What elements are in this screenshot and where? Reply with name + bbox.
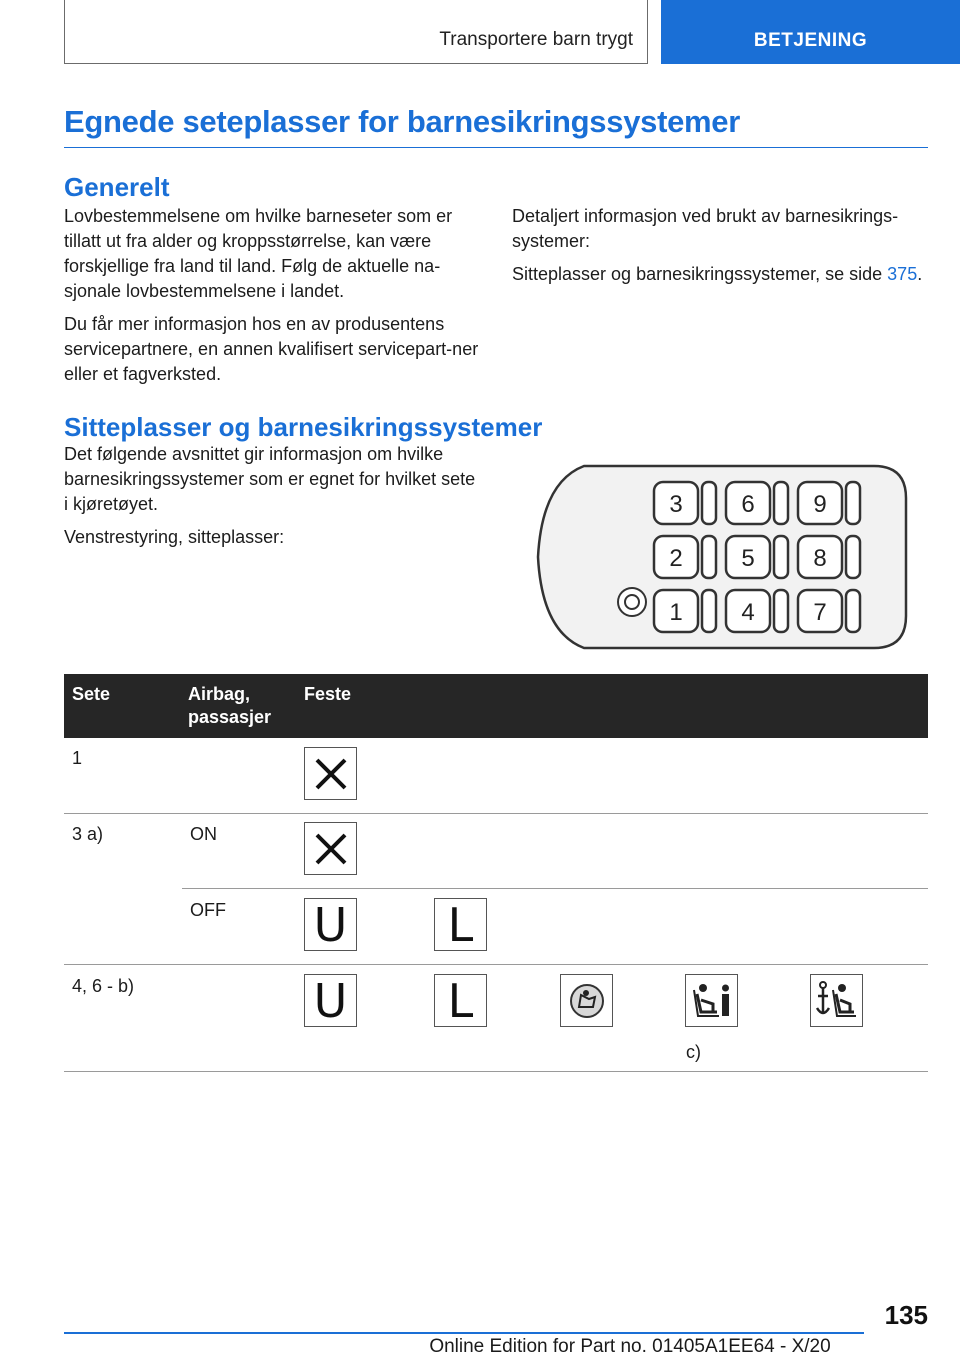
page-link-375[interactable]: 375 xyxy=(887,264,918,284)
row-divider xyxy=(182,888,928,889)
header-airbag: Airbag, passasjer xyxy=(188,684,272,727)
page-number: 135 xyxy=(884,1300,928,1330)
l-icon xyxy=(434,898,487,951)
running-header-chapter xyxy=(661,0,960,64)
row4-seat: 4, 6 - b) xyxy=(72,976,135,996)
row-divider xyxy=(64,964,928,965)
seat-number: 3 xyxy=(669,491,683,518)
section-title: Transportere barn trygt xyxy=(439,29,633,50)
cross-icon xyxy=(304,747,357,800)
u-icon-glyph: U xyxy=(313,973,348,1028)
general-paragraph-3: Detaljert informasjon ved brukt av barnesikrings-systemer: xyxy=(512,206,899,251)
seat-grid xyxy=(654,482,860,632)
footer-rule xyxy=(64,1332,864,1334)
row1-seat: 1 xyxy=(72,748,83,768)
steering-wheel-icon xyxy=(618,588,646,616)
seat-backrest xyxy=(774,536,788,578)
row2-airbag: ON xyxy=(190,824,217,844)
seat-layout-svg xyxy=(534,462,912,652)
seat-number: 4 xyxy=(741,599,755,626)
seat-backrest xyxy=(702,590,716,632)
seat-number: 9 xyxy=(813,491,827,518)
l-icon xyxy=(434,974,487,1027)
cross-icon xyxy=(304,822,357,875)
row3-airbag: OFF xyxy=(190,900,226,920)
table-bottom-rule xyxy=(64,1071,928,1072)
seating-text xyxy=(64,442,484,558)
seating-paragraph-2: Venstrestyring, sitteplasser: xyxy=(64,527,285,547)
seat-layout-diagram xyxy=(534,462,912,652)
u-icon xyxy=(304,974,357,1027)
general-paragraph-1: Lovbestemmelsene om hvilke barneseter som er tillatt ut fra alder og kroppsstørrelse, kan være forskjellige fra land til land. Følg de aktuelle na-sjonale lovbestemmelsene i landet. xyxy=(64,206,453,301)
i-size-icon xyxy=(685,974,738,1027)
seating-paragraph-1: Det følgende avsnittet gir informasjon om hvilke barnesikringssystemer som er egnet for hvilket sete i kjøretøyet. xyxy=(64,444,476,514)
seat-backrest xyxy=(846,482,860,524)
general-left-column xyxy=(64,204,480,395)
cross-ref-text: Sitteplasser og barnesikringssystemer, se side xyxy=(512,264,888,284)
general-paragraph-2: Du får mer informasjon hos en av produsentens servicepartnere, en annen kvalifisert servicepart-ner eller et fagverksted. xyxy=(64,314,479,384)
heading-seating: Sitteplasser og barnesikringssystemer xyxy=(64,412,543,442)
row-divider xyxy=(64,813,928,814)
row2-seat: 3 a) xyxy=(72,824,104,844)
l-icon-glyph: L xyxy=(447,897,474,952)
seat-backrest xyxy=(846,590,860,632)
header-seat: Sete xyxy=(72,684,111,704)
l-icon-glyph: L xyxy=(447,973,474,1028)
edition-footer: Online Edition for Part no. 01405A1EE64 - X/20 xyxy=(429,1336,831,1357)
heading-general: Generelt xyxy=(64,172,170,202)
seat-backrest xyxy=(702,536,716,578)
seat-backrest xyxy=(774,590,788,632)
isofix-seat-icon xyxy=(560,974,613,1027)
top-tether-icon xyxy=(810,974,863,1027)
seat-number: 2 xyxy=(669,545,683,572)
cross-ref-suffix: . xyxy=(917,264,923,284)
general-paragraph-4 xyxy=(512,262,928,287)
seat-number: 7 xyxy=(813,599,827,626)
header-anchor: Feste xyxy=(304,684,352,704)
seat-number: 5 xyxy=(741,545,755,572)
seat-backrest xyxy=(702,482,716,524)
seat-number: 1 xyxy=(669,599,683,626)
u-icon xyxy=(304,898,357,951)
running-header-section xyxy=(64,0,648,64)
seat-number: 6 xyxy=(741,491,755,518)
chapter-title: BETJENING xyxy=(753,30,868,51)
u-icon-glyph: U xyxy=(313,897,348,952)
row4-note: c) xyxy=(686,1042,701,1062)
table-header xyxy=(64,674,928,738)
general-right-column xyxy=(512,204,928,295)
page-title: Egnede seteplasser for barnesikringssystemer xyxy=(64,104,928,148)
seat-backrest xyxy=(846,536,860,578)
seat-number: 8 xyxy=(813,545,827,572)
seat-backrest xyxy=(774,482,788,524)
